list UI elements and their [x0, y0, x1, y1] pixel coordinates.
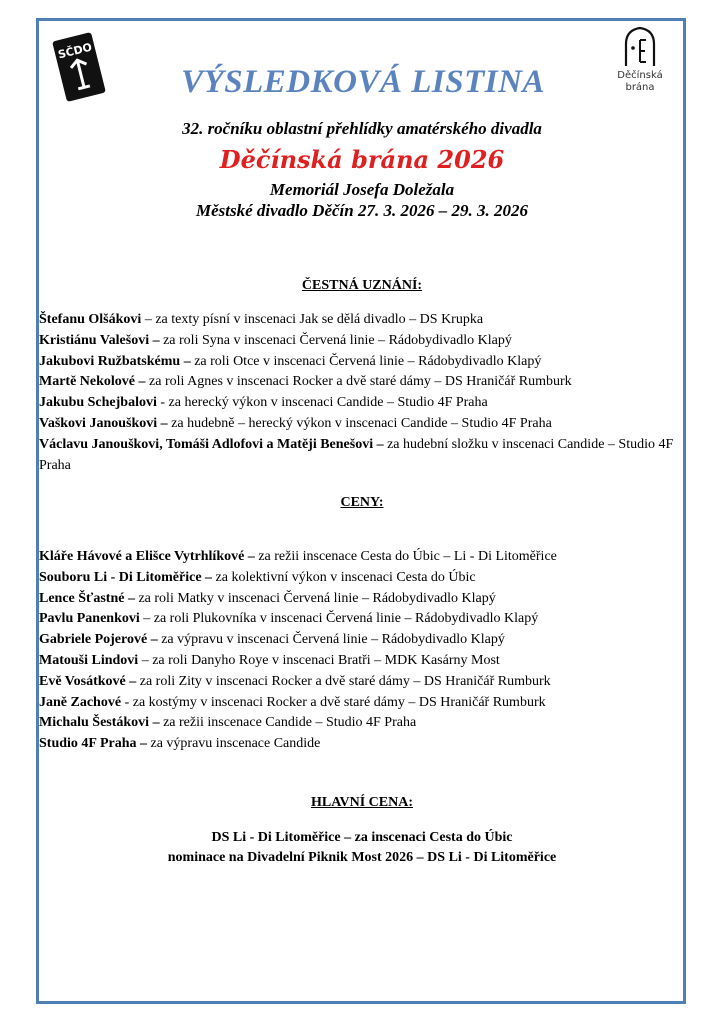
- recipient-name: Jakubu Schejbalovi: [39, 395, 157, 411]
- list-item: [39, 713, 685, 734]
- logo-text-line1: Děčínská: [617, 70, 663, 81]
- award-text: - za kostýmy v inscenaci Rocker a dvě staré dámy – DS Hraničář Rumburk: [121, 694, 546, 710]
- award-text: za hudebně – herecký výkon v inscenaci Candide – Studio 4F Praha: [167, 415, 552, 431]
- award-text: za roli Syna v inscenaci Červená linie – Rádobydivadlo Klapý: [159, 332, 512, 348]
- award-text: za hudební složku v inscenaci Candide – Studio 4F Praha: [39, 436, 674, 473]
- prizes-heading: CENY:: [340, 495, 384, 510]
- decinska-brana-logo: [602, 26, 682, 106]
- list-item: [39, 310, 685, 331]
- recipient-name: Gabriele Pojerové –: [39, 632, 158, 648]
- list-item: [39, 435, 685, 477]
- award-text: - za herecký výkon v inscenaci Candide – Studio 4F Praha: [156, 395, 488, 411]
- main-prize-line1: DS Li - Di Litoměřice – za inscenaci Cesta do Úbic: [211, 830, 513, 845]
- main-prize-line2: nominace na Divadelní Piknik Most 2026 – DS Li - Di Litoměřice: [167, 850, 557, 865]
- scdo-logo: [50, 30, 108, 104]
- award-text: za režii inscenace Cesta do Úbic – Li - Di Litoměřice: [254, 549, 557, 564]
- award-text: – za roli Plukovníka v inscenaci Červená linie – Rádobydivadlo Klapý: [139, 611, 539, 627]
- recipient-name: Janě Zachové: [39, 694, 122, 710]
- recipient-name: Jakubovi Ružbatskému –: [39, 353, 191, 369]
- list-item: [39, 352, 685, 373]
- recipient-name: Lence Šťastné –: [39, 590, 135, 606]
- list-item: [39, 414, 685, 435]
- subtitle: 32. ročníku oblastní přehlídky amatérského divadla: [182, 119, 542, 138]
- award-text: za kolektivní výkon v inscenaci Cesta do Úbic: [212, 569, 476, 585]
- list-item: [39, 393, 685, 414]
- recipient-name: Štefanu Olšákovi: [39, 312, 142, 327]
- logo-text-line2: brána: [625, 82, 655, 93]
- recipient-name: Václavu Janouškovi, Tomáši Adlofovi a Matěji Benešovi –: [39, 436, 384, 452]
- scdo-logo-text: SČDO: [56, 40, 94, 62]
- honorable-list: [39, 310, 685, 476]
- list-item: [39, 547, 685, 568]
- award-text: za režii inscenace Candide – Studio 4F Praha: [159, 715, 417, 731]
- main-prize: [60, 828, 664, 868]
- event-name: Děčínská brána 2026: [219, 145, 505, 174]
- recipient-name: Evě Vosátkové –: [39, 673, 137, 689]
- list-item: [39, 372, 685, 393]
- list-item: [39, 734, 685, 755]
- recipient-name: Studio 4F Praha –: [39, 736, 147, 752]
- list-item: [39, 568, 685, 589]
- recipient-name: Pavlu Panenkovi: [39, 611, 140, 627]
- list-item: [39, 609, 685, 630]
- award-text: za roli Agnes v inscenaci Rocker a dvě staré dámy – DS Hraničář Rumburk: [145, 374, 572, 390]
- recipient-name: Kláře Hávové a Elišce Vytrhlíkové –: [39, 549, 255, 564]
- recipient-name: Matouši Lindovi: [39, 652, 139, 668]
- venue-dates: Městské divadlo Děčín 27. 3. 2026 – 29. 3. 2026: [196, 201, 528, 220]
- award-text: – za texty písní v inscenaci Jak se dělá divadlo – DS Krupka: [141, 312, 484, 327]
- recipient-name: Martě Nekolové –: [39, 374, 146, 390]
- honorable-heading: ČESTNÁ UZNÁNÍ:: [301, 278, 423, 293]
- award-text: – za roli Danyho Roye v inscenaci Bratři – MDK Kasárny Most: [138, 652, 500, 668]
- recipient-name: Kristiánu Valešovi –: [39, 332, 160, 348]
- award-text: za roli Otce v inscenaci Červená linie – Rádobydivadlo Klapý: [190, 353, 542, 369]
- recipient-name: Michalu Šestákovi –: [39, 715, 160, 731]
- list-item: [39, 672, 685, 693]
- recipient-name: Vaškovi Janouškovi –: [39, 415, 168, 431]
- award-text: za roli Matky v inscenaci Červená linie – Rádobydivadlo Klapý: [134, 590, 496, 606]
- list-item: [39, 630, 685, 651]
- award-text: za výpravu inscenace Candide: [147, 736, 321, 752]
- list-item: [39, 331, 685, 352]
- prizes-list: [39, 547, 685, 755]
- document-title: VÝSLEDKOVÁ LISTINA: [181, 64, 545, 100]
- list-item: [39, 589, 685, 610]
- list-item: [39, 651, 685, 672]
- recipient-name: Souboru Li - Di Litoměřice –: [39, 569, 213, 585]
- memorial-line: Memoriál Josefa Doležala: [269, 180, 455, 199]
- main-prize-heading: HLAVNÍ CENA:: [310, 795, 414, 810]
- list-item: [39, 693, 685, 714]
- award-text: za výpravu v inscenaci Červená linie – Rádobydivadlo Klapý: [157, 632, 505, 648]
- award-text: za roli Zity v inscenaci Rocker a dvě staré dámy – DS Hraničář Rumburk: [136, 673, 551, 689]
